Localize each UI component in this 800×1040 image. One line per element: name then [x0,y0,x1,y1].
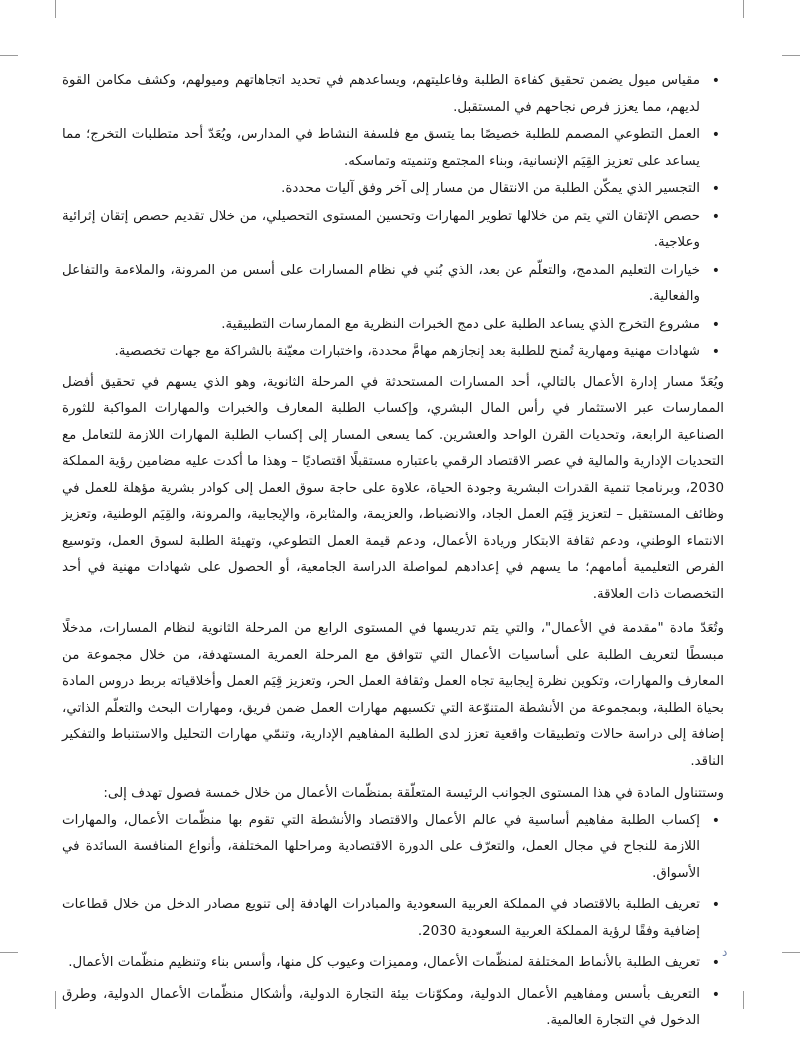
list-item: • مشروع التخرج الذي يساعد الطلبة على دمج الخبرات النظرية مع الممارسات التطبيقية. [62,312,724,339]
objectives-list [62,808,724,1035]
crop-mark-top-left [55,0,56,18]
crop-mark-top-right-h [782,55,800,56]
paragraph-course-scope: وستتناول المادة في هذا المستوى الجوانب الرئيسة المتعلّقة بمنظّمات الأعمال من خلال خمسة فصول تهدف إلى: [103,786,724,801]
page-number: د [722,945,728,959]
body-text [62,68,724,1040]
paragraph-business-track: ويُعَدّ مسار إدارة الأعمال بالتالي، أحد المسارات المستحدثة في المرحلة الثانوية، وهو الذي يسهم في تحقيق أفضل الممارسات عبر الاستثمار في رأس المال البشري، وإكساب الطلبة المعارف والخبرات والمهارات المواكبة للثورة الصناعية الرابعة، وتحديات القرن الواحد والعشرين. كما يسعى المسار إلى إكساب الطلبة المهارات اللازمة للتعامل مع التحديات الإدارية والمالية في عصر الاقتصاد الرقمي باعتباره مستقبلًا اقتصاديًا – وهذا ما أكدت عليه مضامين رؤية المملكة 2030، وبرنامجا تنمية القدرات البشرية وجودة الحياة، علاوة على حاجة سوق العمل إلى كوادر بشرية مؤهلة للعمل في وظائف المستقبل – لتعزيز قِيَم العمل الجاد، والانضباط، والعزيمة، والمثابرة، والإيجابية، والمرونة، والقِيَم الوطنية، وتعزيز الانتماء الوطني، ودعم ثقافة الابتكار وريادة الأعمال، ودعم قيمة العمل التطوعي، وتهيئة الطلبة لسوق العمل، وتوسيع الفرص التعليمية أمامهم؛ ما يسهم في إعدادهم لمواصلة الدراسة الجامعية، أو الحصول على شهادات مهنية في أحد التخصصات ذات العلاقة. [62,374,724,602]
list-item: • التجسير الذي يمكّن الطلبة من الانتقال من مسار إلى آخر وفق آليات محددة. [62,176,724,203]
features-list [62,68,724,366]
list-item: • تعريف الطلبة بالأنماط المختلفة لمنظّمات الأعمال، ومميزات وعيوب كل منها، وأسس بناء وتنظيم منظّمات الأعمال. [62,950,724,977]
list-item: • حصص الإتقان التي يتم من خلالها تطوير المهارات وتحسين المستوى التحصيلي، من خلال تقديم حصص إتقان إثرائية وعلاجية. [62,204,724,257]
crop-mark-bottom-left-h [0,952,18,953]
crop-mark-bottom-right-h [782,952,800,953]
list-item: • شهادات مهنية ومهارية تُمنح للطلبة بعد إنجازهم مهامَّ محددة، واختبارات معيّنة بالشراكة مع جهات تخصصية. [62,339,724,366]
list-item: • مقياس ميول يضمن تحقيق كفاءة الطلبة وفاعليتهم، ويساعدهم في تحديد اتجاهاتهم وميولهم، وكشف مكامن القوة لديهم، مما يعزز فرص نجاحهم في المستقبل. [62,68,724,121]
list-item: • إكساب الطلبة مفاهيم أساسية في عالم الأعمال والاقتصاد والأنشطة التي تقوم بها منظّمات الأعمال، والمهارات اللازمة للنجاح في مجال العمل، والتعرّف على الدورة الاقتصادية ومراحلها المختلفة، وأنواع المنافسة السائدة في الأسواق. [62,808,724,888]
list-item: • العمل التطوعي المصمم للطلبة خصيصًا بما يتسق مع فلسفة النشاط في المدارس، ويُعَدّ أحد متطلبات التخرج؛ مما يساعد على تعزيز القِيَم الإنسانية، وبناء المجتمع وتنميته وتماسكه. [62,122,724,175]
list-item: • التعريف بأسس ومفاهيم الأعمال الدولية، ومكوّنات بيئة التجارة الدولية، وأشكال منظّمات الأعمال الدولية، وطرق الدخول في التجارة العالمية. [62,982,724,1035]
crop-mark-bottom-right [743,991,744,1009]
crop-mark-top-left-h [0,55,18,56]
list-item: • تعريف الطلبة بالاقتصاد في المملكة العربية السعودية والمبادرات الهادفة إلى تنويع مصادر الدخل من خلال قطاعات إضافية وفقًا لرؤية المملكة العربية السعودية 2030. [62,892,724,945]
list-item: • خيارات التعليم المدمج، والتعلّم عن بعد، الذي بُني في نظام المسارات على أسس من المرونة، والملاءمة والتفاعل والفعالية. [62,258,724,311]
paragraph-course-intro: وتُعَدّ مادة "مقدمة في الأعمال"، والتي يتم تدريسها في المستوى الرابع من المرحلة الثانوية لنظام المسارات، مدخلًا مبسطًا لتعريف الطلبة على أساسيات الأعمال التي تتوافق مع المرحلة العمرية المستهدفة، من خلال مجموعة من المعارف والمهارات، وتكوين نظرة إيجابية تجاه العمل وثقافة العمل الحر، وتعزيز قِيَم العمل وأخلاقياته بربط دروس المادة بحياة الطلبة، وبمجموعة من الأنشطة المتنوّعة التي تكسبهم مهارات العمل ضمن فريق، ومهارات البحث والتعلّم الذاتي، إضافة إلى دراسة حالات وتطبيقات واقعية تعزز لدى الطلبة المفاهيم الإدارية، وتنمّي مهارات التحليل والاستنباط والتفكير الناقد. [62,621,724,769]
crop-mark-top-right [743,0,744,18]
crop-mark-bottom-left [55,991,56,1009]
